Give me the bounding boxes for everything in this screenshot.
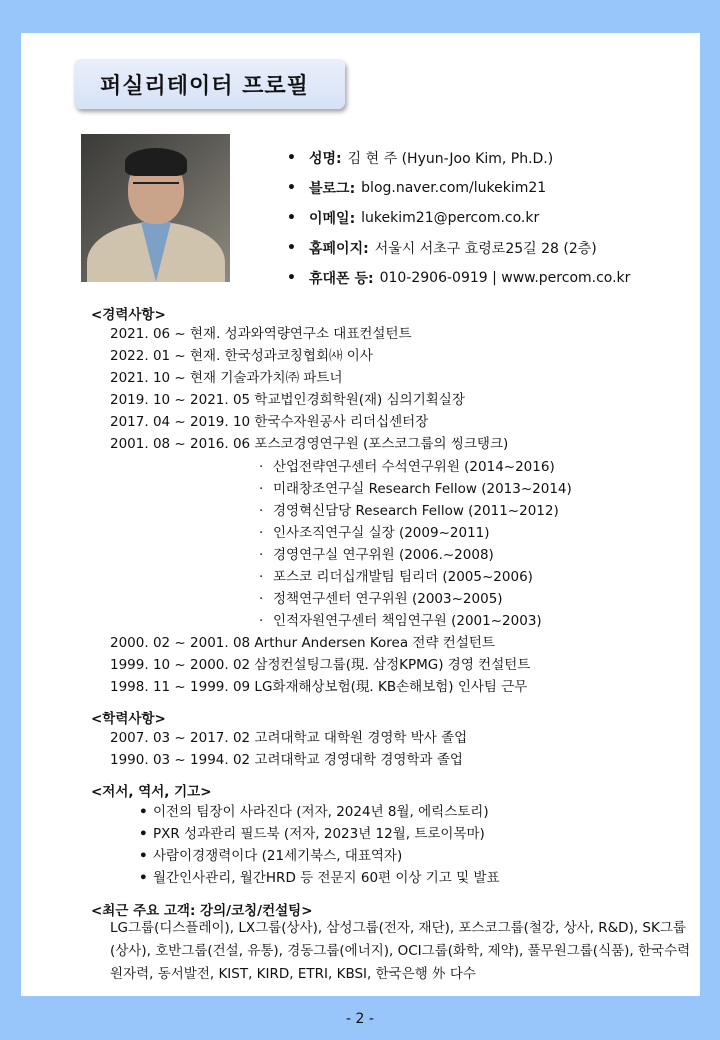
photo-glasses	[133, 182, 179, 194]
publications-heading: <저서, 역서, 기고>	[91, 784, 212, 800]
clients-heading: <최근 주요 고객: 강의/코칭/컨설팅>	[91, 903, 313, 919]
education-item: 2007. 03 ~ 2017. 02 고려대학교 대학원 경영학 박사 졸업	[110, 730, 468, 746]
career-item: 2017. 04 ~ 2019. 10 한국수자원공사 리더십센터장	[110, 414, 429, 430]
education-heading: <학력사항>	[91, 711, 166, 727]
career-item: 1999. 10 ~ 2000. 02 삼정컨설팅그룹(現. 삼정KPMG) 경영 컨설턴트	[110, 657, 531, 673]
career-item: 2021. 10 ~ 현재 기술과가치㈜ 파트너	[110, 370, 343, 386]
contact-list	[287, 143, 630, 293]
education-item: 1990. 03 ~ 1994. 02 고려대학교 경영대학 경영학과 졸업	[110, 752, 463, 768]
career-heading: <경력사항>	[91, 307, 166, 323]
posco-sub-item: · 인사조직연구실 실장 (2009~2011)	[259, 525, 490, 541]
posco-sub-item: · 미래창조연구실 Research Fellow (2013~2014)	[259, 481, 572, 497]
publication-item: • 월간인사관리, 월간HRD 등 전문지 60편 이상 기고 및 발표	[139, 870, 500, 886]
career-item: 2019. 10 ~ 2021. 05 학교법인경희학원(재) 심의기획실장	[110, 392, 465, 408]
posco-sub-item: · 인적자원연구센터 책임연구원 (2001~2003)	[259, 613, 542, 629]
page-title: 퍼실리테이터 프로필	[100, 73, 309, 99]
career-item: 2021. 06 ~ 현재. 성과와역량연구소 대표컨설턴트	[110, 326, 412, 342]
publication-item: • 이전의 팀장이 사라진다 (저자, 2024년 8월, 에릭스토리)	[139, 804, 489, 820]
posco-sub-item: · 경영연구실 연구위원 (2006.~2008)	[259, 547, 494, 563]
contact-phone: • 휴대폰 등: 010-2906-0919 | www.percom.co.kr	[287, 270, 631, 287]
career-item: 1998. 11 ~ 1999. 09 LG화재해상보험(現. KB손해보험) 인사팀 근무	[110, 679, 528, 695]
page-number: - 2 -	[346, 1011, 374, 1027]
profile-photo	[81, 134, 230, 282]
career-item: 2000. 02 ~ 2001. 08 Arthur Andersen Korea 전략 컨설턴트	[110, 635, 495, 651]
career-item: 2022. 01 ~ 현재. 한국성과코칭협회㈔ 이사	[110, 348, 373, 364]
publication-item: • PXR 성과관리 필드북 (저자, 2023년 12월, 트로이목마)	[139, 826, 485, 842]
publication-item: • 사람이경쟁력이다 (21세기북스, 대표역자)	[139, 848, 403, 864]
contact-email: • 이메일: lukekim21@percom.co.kr	[287, 210, 540, 227]
profile-page	[21, 33, 700, 996]
posco-sub-item: · 정책연구센터 연구위원 (2003~2005)	[259, 591, 503, 607]
contact-name: • 성명: 김 현 주 (Hyun-Joo Kim, Ph.D.)	[287, 150, 554, 167]
contact-homepage: • 홈페이지: 서울시 서초구 효령로25길 28 (2층)	[287, 240, 597, 257]
posco-sub-item: · 산업전략연구센터 수석연구위원 (2014~2016)	[259, 459, 555, 475]
posco-sub-item: · 포스코 리더십개발팀 팀리더 (2005~2006)	[259, 569, 533, 585]
posco-sub-item: · 경영혁신담당 Research Fellow (2011~2012)	[259, 503, 559, 519]
title-banner	[74, 59, 345, 109]
career-item: 2001. 08 ~ 2016. 06 포스코경영연구원 (포스코그룹의 씽크탱크)	[110, 436, 509, 452]
clients-text: LG그룹(디스플레이), LX그룹(상사), 삼성그룹(전자, 재단), 포스코그룹(철강, 상사, R&D), SK그룹(상사), 호반그룹(건설, 유통), 경동그룹(에너지), OCI그룹(화학, 제약), 풀무원그룹(식품), 한국수력원자력, 동서발전, KIST, KIRD, ETRI, KBSI, 한국은행 外 다수	[110, 920, 691, 982]
contact-blog: • 블로그: blog.naver.com/lukekim21	[287, 180, 547, 197]
photo-hair	[125, 148, 187, 176]
